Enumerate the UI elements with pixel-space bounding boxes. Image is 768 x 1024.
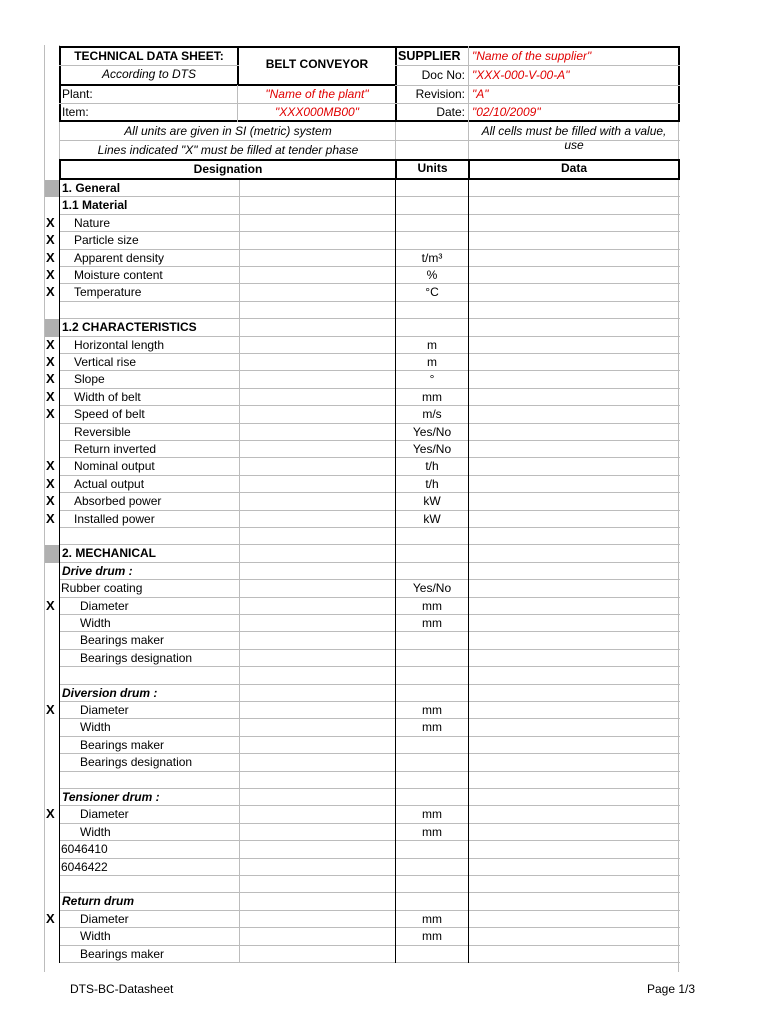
row-designation: 6046410 — [61, 842, 108, 857]
row-designation: Width of belt — [74, 389, 141, 404]
row-designation: Nominal output — [74, 459, 155, 474]
row-designation: Bearings maker — [80, 737, 165, 752]
row-designation: Diameter — [80, 598, 129, 613]
table-row — [44, 685, 680, 702]
table-row — [44, 650, 680, 667]
row-designation: Horizontal length — [74, 337, 165, 352]
table-row — [44, 772, 680, 789]
row-unit: mm — [422, 598, 442, 613]
tender-flag: X — [46, 493, 55, 509]
row-designation: Width — [80, 720, 111, 735]
tender-flag: X — [46, 597, 55, 613]
section-marker — [45, 180, 59, 197]
row-unit: mm — [422, 824, 442, 839]
row-unit: kW — [423, 494, 441, 509]
supplier-label: SUPPLIER — [398, 49, 461, 63]
row-unit: Yes/No — [412, 424, 452, 439]
row-unit: kW — [423, 511, 441, 526]
date-value: "02/10/2009" — [472, 105, 541, 119]
table-row — [44, 545, 680, 562]
row-designation: Nature — [74, 215, 111, 230]
table-row — [44, 632, 680, 649]
section-heading: 1.1 Material — [62, 198, 128, 213]
row-unit: t/h — [425, 459, 439, 474]
table-row — [44, 232, 680, 249]
item-value: "XXX000MB00" — [275, 105, 359, 119]
table-row — [44, 441, 680, 458]
tender-flag: X — [46, 232, 55, 248]
table-row — [44, 267, 680, 284]
tender-flag: X — [46, 336, 55, 352]
table-row — [44, 250, 680, 267]
tender-flag: X — [46, 910, 55, 926]
table-row — [44, 789, 680, 806]
row-unit: mm — [422, 389, 442, 404]
col-units: Units — [417, 161, 448, 175]
row-designation: Particle size — [74, 233, 139, 248]
row-designation: Bearings maker — [80, 946, 165, 961]
table-row — [44, 493, 680, 510]
table-row — [44, 215, 680, 232]
table-row — [44, 563, 680, 580]
row-unit: mm — [422, 616, 442, 630]
row-designation: Reversible — [74, 424, 131, 439]
row-designation: Return inverted — [74, 442, 157, 456]
table-row — [44, 337, 680, 354]
table-row — [44, 389, 680, 406]
table-row — [44, 911, 680, 928]
table-row — [44, 876, 680, 893]
row-unit: ° — [429, 372, 435, 387]
table-row — [44, 859, 680, 876]
table-row — [44, 180, 680, 197]
table-row — [44, 197, 680, 214]
col-designation: Designation — [193, 162, 263, 176]
row-designation: Width — [80, 824, 111, 839]
doc-type: BELT CONVEYOR — [265, 57, 369, 71]
row-designation: Diameter — [80, 911, 129, 926]
table-row — [44, 354, 680, 371]
row-designation: Diameter — [80, 807, 129, 822]
supplier-value: "Name of the supplier" — [472, 49, 592, 63]
row-unit: Yes/No — [412, 442, 452, 456]
title-line1: TECHNICAL DATA SHEET: — [74, 49, 224, 63]
date-label: Date: — [436, 105, 465, 119]
table-row — [44, 928, 680, 945]
row-designation: Bearings designation — [80, 755, 193, 770]
note-si-units: All units are given in SI (metric) system — [124, 124, 332, 138]
tender-flag: X — [46, 354, 55, 369]
table-row — [44, 737, 680, 754]
table-row — [44, 702, 680, 719]
row-unit: mm — [422, 807, 442, 822]
table-row — [44, 302, 680, 319]
row-unit: m — [427, 355, 437, 369]
note-fill-cells-1: All cells must be filled with a value, — [481, 124, 667, 138]
tender-flag: X — [46, 406, 55, 422]
tender-flag: X — [46, 267, 55, 282]
tender-flag: X — [46, 371, 55, 387]
tender-flag: X — [46, 510, 55, 526]
section-heading: 1. General — [62, 181, 121, 195]
table-row — [44, 719, 680, 736]
row-unit: mm — [422, 929, 442, 944]
table-row — [44, 667, 680, 684]
table-row — [44, 406, 680, 423]
tender-flag: X — [46, 702, 55, 717]
row-designation: Vertical rise — [74, 355, 137, 369]
table-row — [44, 511, 680, 528]
row-designation: Speed of belt — [74, 407, 145, 422]
tender-flag: X — [46, 249, 55, 265]
row-designation: Width — [80, 929, 111, 944]
table-row — [44, 580, 680, 597]
row-unit: % — [426, 268, 438, 282]
table-row — [44, 754, 680, 771]
note-x-lines: Lines indicated "X" must be filled at tender phase — [97, 143, 359, 157]
row-designation: Bearings maker — [80, 633, 165, 648]
section-marker — [45, 545, 59, 562]
row-designation: Actual output — [74, 476, 145, 491]
table-row — [44, 806, 680, 823]
tender-flag: X — [46, 458, 55, 474]
row-designation: Rubber coating — [61, 581, 143, 596]
table-row — [44, 371, 680, 388]
revision-value: "A" — [472, 87, 489, 101]
row-unit: m/s — [422, 407, 442, 422]
item-label: Item: — [62, 105, 89, 119]
row-designation: Slope — [74, 372, 105, 387]
table-row — [44, 476, 680, 493]
subsection-heading: Return drum — [62, 894, 134, 909]
table-row — [44, 841, 680, 858]
table-row — [44, 458, 680, 475]
row-designation: Width — [80, 616, 111, 630]
tender-flag: X — [46, 806, 55, 822]
table-row — [44, 824, 680, 841]
row-designation: Moisture content — [74, 268, 163, 282]
subsection-heading: Drive drum : — [62, 563, 133, 578]
table-row — [44, 284, 680, 301]
table-row — [44, 893, 680, 910]
row-designation: Installed power — [74, 511, 155, 526]
row-designation: Bearings designation — [80, 650, 193, 665]
plant-label: Plant: — [62, 87, 93, 101]
table-row — [44, 615, 680, 632]
tender-flag: X — [46, 475, 55, 491]
section-marker — [45, 319, 59, 336]
row-designation: Absorbed power — [74, 494, 162, 509]
tender-flag: X — [46, 214, 55, 230]
subsection-heading: Diversion drum : — [62, 685, 158, 700]
section-heading: 2. MECHANICAL — [62, 546, 157, 561]
row-designation: Apparent density — [74, 250, 165, 265]
docno-label: Doc No: — [421, 68, 465, 82]
tender-flag: X — [46, 388, 55, 404]
title-line2: According to DTS — [101, 67, 197, 81]
row-unit: °C — [425, 285, 439, 300]
row-unit: m — [427, 337, 437, 352]
row-designation: Diameter — [80, 703, 129, 717]
row-designation: Temperature — [74, 285, 142, 300]
row-designation: 6046422 — [61, 859, 108, 874]
row-unit: mm — [422, 703, 442, 717]
table-row — [44, 528, 680, 545]
row-unit: mm — [422, 911, 442, 926]
subsection-heading: Tensioner drum : — [62, 790, 160, 804]
footer-page-number: Page 1/3 — [647, 982, 696, 996]
table-row — [44, 598, 680, 615]
docno-value: "XXX-000-V-00-A" — [472, 68, 570, 82]
row-unit: mm — [422, 720, 442, 735]
row-unit: Yes/No — [412, 581, 452, 596]
tender-flag: X — [46, 284, 55, 300]
section-heading: 1.2 CHARACTERISTICS — [62, 320, 197, 335]
row-unit: t/h — [425, 476, 439, 491]
footer-doc-name: DTS-BC-Datasheet — [70, 982, 174, 996]
table-row — [44, 319, 680, 336]
revision-label: Revision: — [415, 87, 465, 101]
plant-value: "Name of the plant" — [265, 87, 369, 101]
note-fill-cells-2: use — [564, 138, 584, 152]
col-data: Data — [560, 161, 587, 175]
row-unit: t/m³ — [421, 250, 443, 265]
table-row — [44, 424, 680, 441]
table-row — [44, 946, 680, 963]
